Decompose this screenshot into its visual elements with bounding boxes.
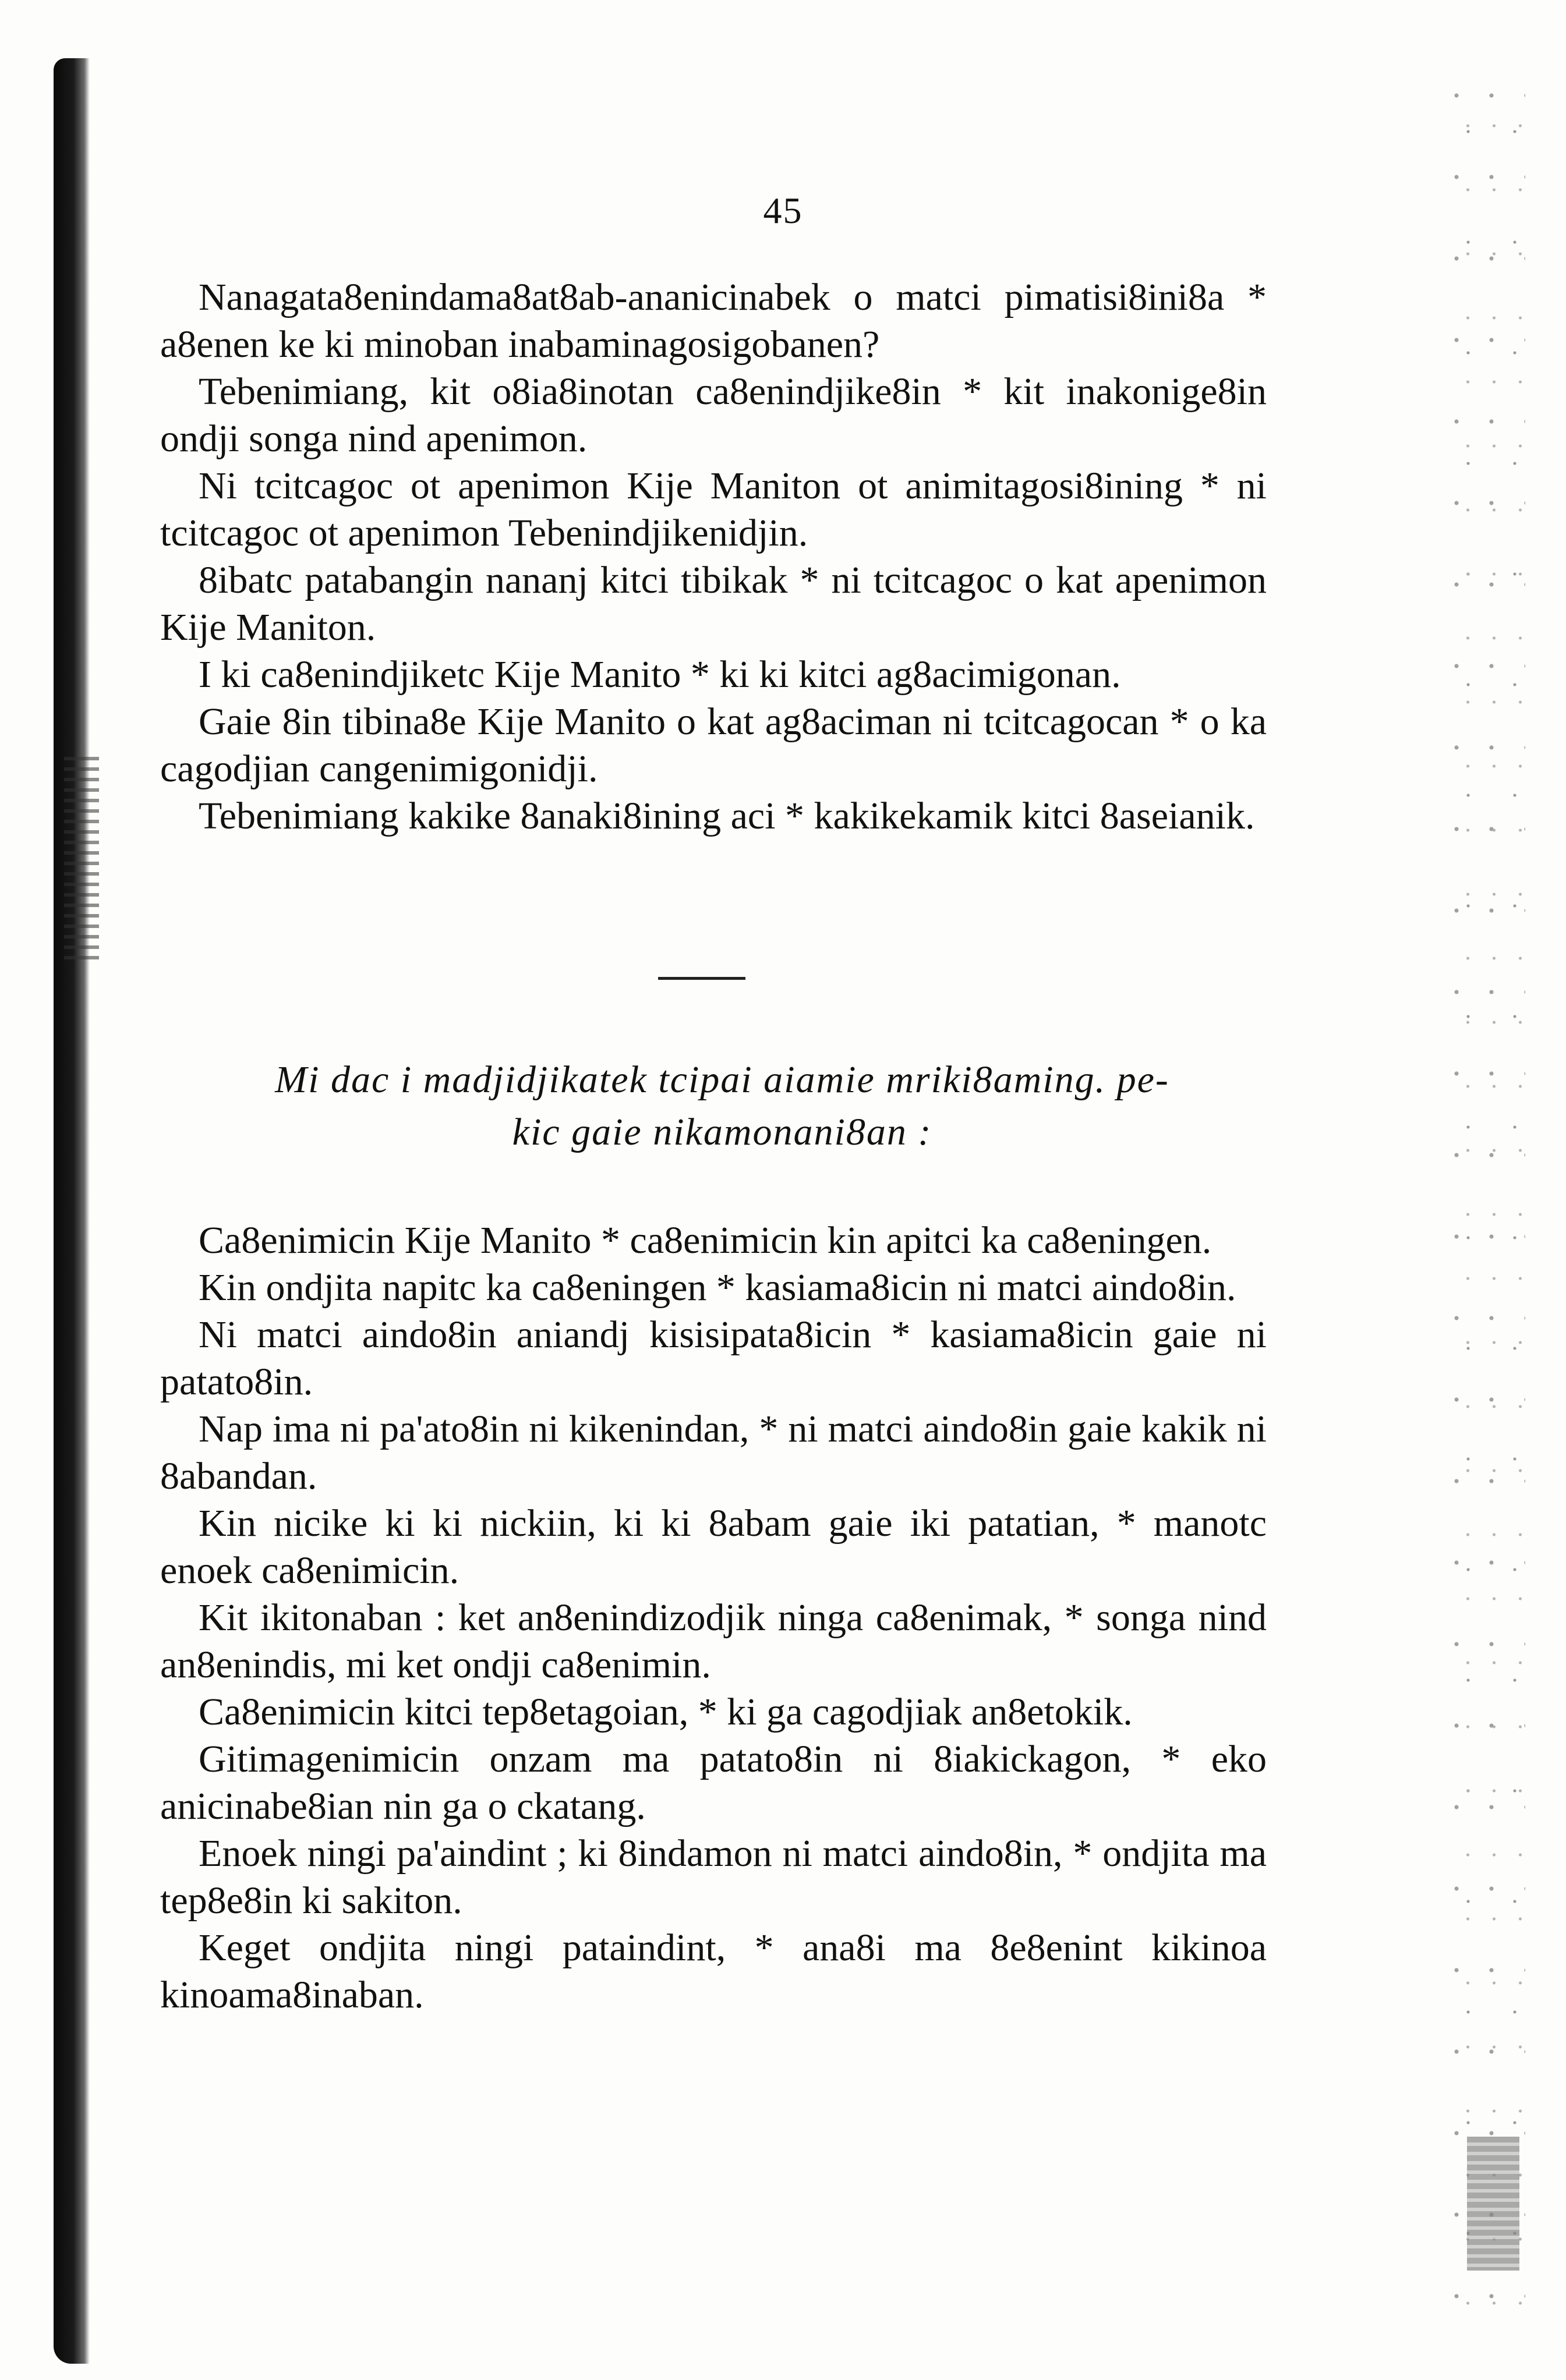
verse-paragraph: Ni matci aindo8in aniandj kisisipata8icin * kasiama8icin gaie ni patato8in. bbox=[160, 1313, 1267, 1403]
verse-paragraph: Ca8enimicin Kije Manito * ca8enimicin kin apitci ka ca8eningen. bbox=[199, 1219, 1212, 1262]
section-divider-rule bbox=[658, 977, 745, 980]
page-number: 45 bbox=[763, 190, 803, 231]
verse-paragraph: Gitimagenimicin onzam ma patato8in ni 8iakickagon, * eko anicinabe8ian nin ga o ckatang. bbox=[160, 1738, 1267, 1828]
verse-paragraph: Kin ondjita napitc ka ca8eningen * kasiama8icin ni matci aindo8in. bbox=[199, 1266, 1236, 1309]
verse-paragraph: Tebenimiang, kit o8ia8inotan ca8enindjike8in * kit inakonige8in ondji songa nind apenimon. bbox=[160, 370, 1267, 460]
hymn-text-section bbox=[160, 1217, 1267, 2018]
verse-paragraph: Nanagata8enindama8at8ab-ananicinabek o matci pimatisi8ini8a * a8enen ke ki minoban inabaminagosigobanen? bbox=[160, 276, 1267, 366]
verse-paragraph: 8ibatc patabangin nananj kitci tibikak * ni tcitcagoc o kat apenimon Kije Maniton. bbox=[160, 559, 1267, 649]
verse-paragraph: Tebenimiang kakike 8anaki8ining aci * kakikekamik kitci 8aseianik. bbox=[199, 795, 1255, 837]
verse-paragraph: Ca8enimicin kitci tep8etagoian, * ki ga cagodjiak an8etokik. bbox=[199, 1691, 1133, 1733]
verse-paragraph: Kin nicike ki ki nickiin, ki ki 8abam gaie iki patatian, * manotc enoek ca8enimicin. bbox=[160, 1502, 1267, 1592]
verse-paragraph: Ni tcitcagoc ot apenimon Kije Maniton ot animitagosi8ining * ni tcitcagoc ot apenimon Tebenindjikenidjin. bbox=[160, 465, 1267, 554]
section-heading-line: Mi dac i madjidjikatek tcipai aiamie mriki8aming. pe- bbox=[275, 1058, 1169, 1101]
verse-paragraph: Enoek ningi pa'aindint ; ki 8indamon ni matci aindo8in, * ondjita ma tep8e8in ki sakiton. bbox=[160, 1832, 1267, 1922]
verse-paragraph: Kit ikitonaban : ket an8enindizodjik ninga ca8enimak, * songa nind an8enindis, mi ket ondji ca8enimin. bbox=[160, 1596, 1267, 1686]
section-heading bbox=[175, 1054, 1270, 1159]
verse-paragraph: Gaie 8in tibina8e Kije Manito o kat ag8aciman ni tcitcagocan * o ka cagodjian cangenimigonidji. bbox=[160, 700, 1267, 790]
verse-paragraph: Keget ondjita ningi pataindint, * ana8i ma 8e8enint kikinoa kinoama8inaban. bbox=[160, 1926, 1267, 2016]
verse-paragraph: I ki ca8enindjiketc Kije Manito * ki ki kitci ag8acimigonan. bbox=[199, 653, 1121, 696]
verse-paragraph: Nap ima ni pa'ato8in ni kikenindan, * ni matci aindo8in gaie kakik ni 8abandan. bbox=[160, 1408, 1267, 1497]
book-binding-edge bbox=[54, 58, 90, 2364]
page-margin-speckles bbox=[1450, 87, 1525, 2317]
prayer-text-section bbox=[160, 274, 1267, 840]
section-heading-line: kic gaie nikamonani8an : bbox=[512, 1111, 932, 1153]
